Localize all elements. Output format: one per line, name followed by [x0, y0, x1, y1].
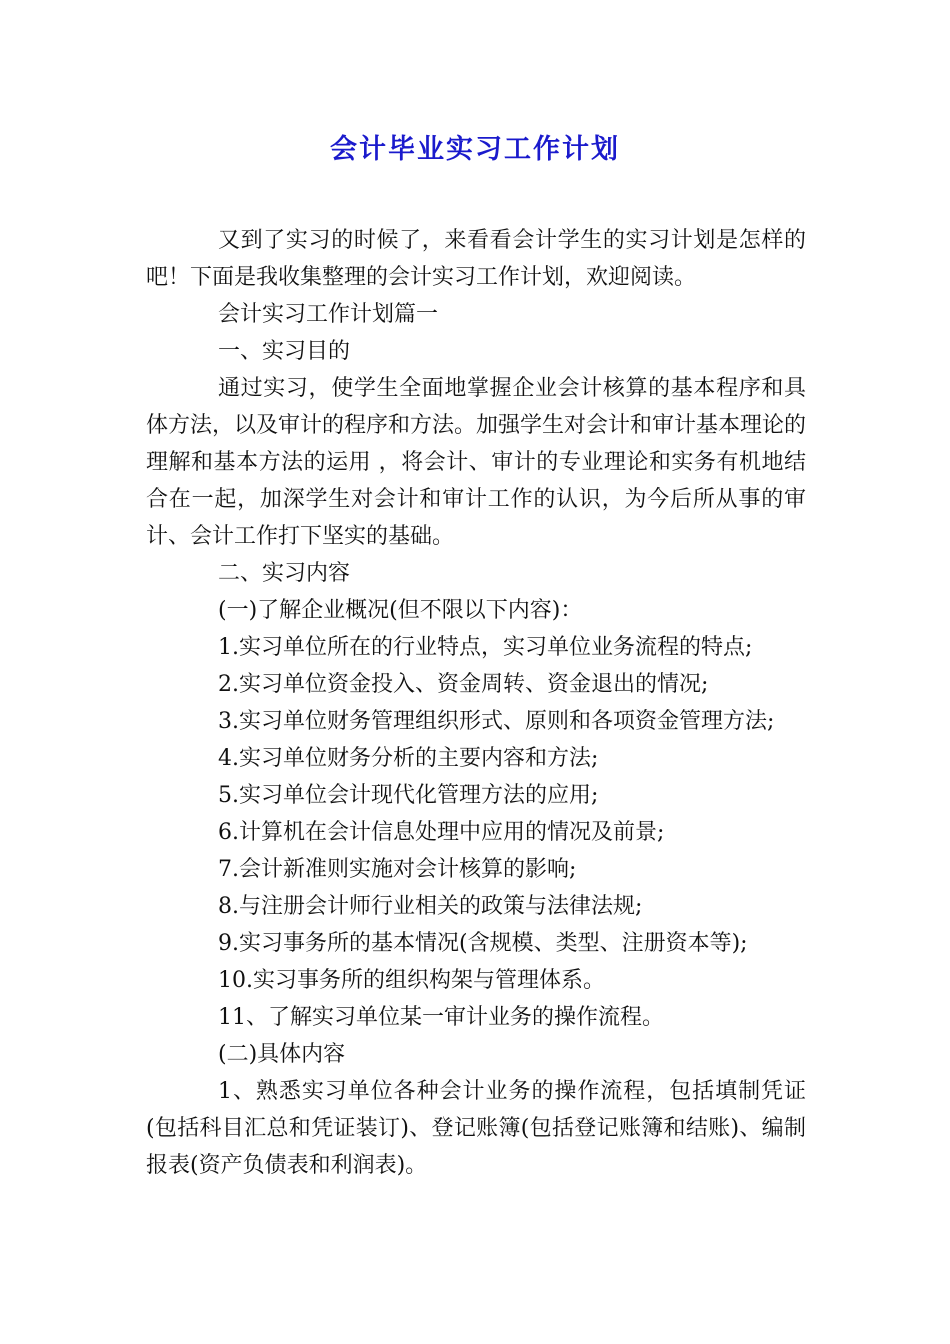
list-item: 4.实习单位财务分析的主要内容和方法; — [218, 746, 599, 771]
list-item: 9.实习事务所的基本情况(含规模、类型、注册资本等); — [218, 931, 748, 956]
section-heading: 会计实习工作计划篇一 — [218, 302, 439, 327]
list-item: 5.实习单位会计现代化管理方法的应用; — [218, 783, 599, 808]
list-item: 6.计算机在会计信息处理中应用的情况及前景; — [218, 820, 665, 845]
list-item: 8.与注册会计师行业相关的政策与法律法规; — [218, 894, 643, 919]
list-item: 10.实习事务所的组织构架与管理体系。 — [218, 968, 605, 993]
list-item: 1.实习单位所在的行业特点，实习单位业务流程的特点; — [218, 635, 753, 660]
document-title: 会计毕业实习工作计划 — [330, 134, 620, 165]
subsection-heading: 二、实习内容 — [218, 561, 351, 586]
intro-paragraph: 又到了实习的时候了，来看看会计学生的实习计划是怎样的吧！下面是我收集整理的会计实习工作计划，欢迎阅读。 — [146, 228, 806, 290]
list-item: 3.实习单位财务管理组织形式、原则和各项资金管理方法; — [218, 709, 775, 734]
body-paragraph: 通过实习，使学生全面地掌握企业会计核算的基本程序和具体方法，以及审计的程序和方法。加强学生对会计和审计基本理论的理解和基本方法的运用 ，将会计、审计的专业理论和实务有机地结合在一起，加深学生对会计和审计工作的认识，为今后所从事的审计、会计工作打下坚实的基础。 — [146, 376, 807, 549]
list-item: 2.实习单位资金投入、资金周转、资金退出的情况; — [218, 672, 709, 697]
document-body — [146, 222, 806, 1184]
list-item: 1、熟悉实习单位各种会计业务的操作流程，包括填制凭证(包括科目汇总和凭证装订)、登记账簿(包括登记账簿和结账)、编制报表(资产负债表和利润表)。 — [146, 1079, 806, 1178]
subsection-heading: 一、实习目的 — [218, 339, 351, 364]
list-item: 11、了解实习单位某一审计业务的操作流程。 — [218, 1005, 664, 1030]
list-item: 7.会计新准则实施对会计核算的影响; — [218, 857, 577, 882]
list-heading: (一)了解企业概况(但不限以下内容)： — [218, 598, 583, 623]
list-heading: (二)具体内容 — [218, 1042, 346, 1067]
